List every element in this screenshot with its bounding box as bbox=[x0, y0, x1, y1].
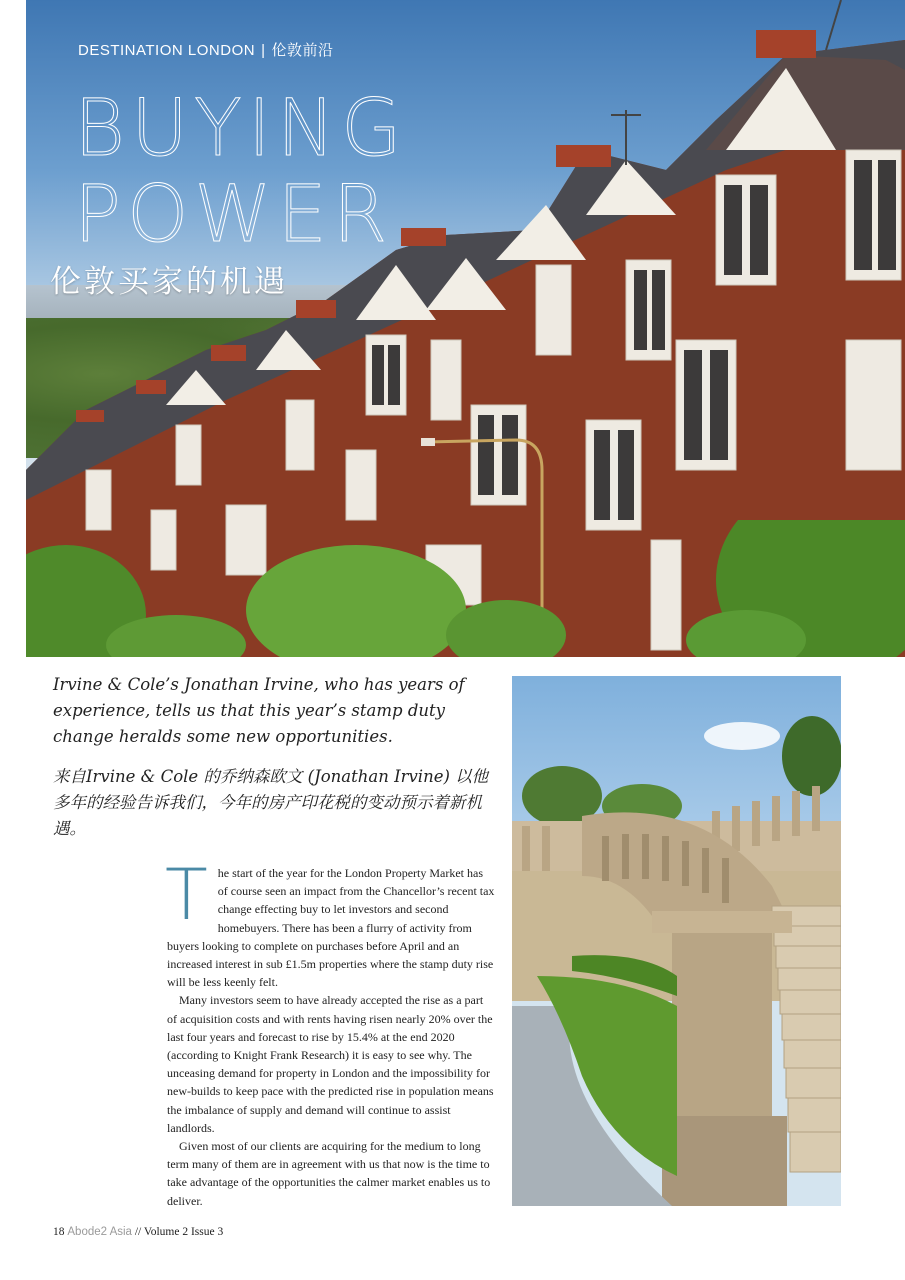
section-separator: | bbox=[261, 42, 266, 59]
drop-cap: T bbox=[165, 854, 208, 936]
headline-subtitle-cn: 伦敦买家的机遇 bbox=[50, 264, 288, 300]
issue-info: // Volume 2 Issue 3 bbox=[134, 1226, 224, 1238]
headline bbox=[74, 86, 408, 258]
staircase-illustration bbox=[512, 676, 841, 1206]
standfirst-cn: 来自Irvine & Cole 的乔纳森欧文 (Jonathan Irvine) 以他多年的经验告诉我们，今年的房产印花税的变动预示着新机遇。 bbox=[53, 767, 489, 838]
article-paragraph-2: Many investors seem to have already accepted the rise as a part of acquisition costs and with rents having risen nearly 20% over the last four years and forecast to rise by 15.4% at the end 2020 (according to Knight Frank Research) it is easy to see why. The unceasing demand for property in London and the impossibility for new-builds to keep pace with the predicted rise in population means the imbalance of supply and demand will continue to assist landlords. bbox=[167, 993, 494, 1135]
hero-photo bbox=[26, 0, 905, 657]
foreground-trees bbox=[26, 520, 905, 657]
article-paragraph-1-text: he start of the year for the London Property Market has of course seen an impact from the Chancellor’s recent tax change effecting buy to let investors and second homebuyers. There has been a flurry of activity from buyers looking to complete on purchases before April and an increased interest in sub £1.5m properties where the stamp duty rise will be less keenly felt. bbox=[167, 866, 495, 990]
headline-line-2: POWER bbox=[74, 170, 394, 260]
article-paragraph-1 bbox=[165, 854, 495, 991]
headline-line-1: BUYING bbox=[74, 84, 408, 174]
section-label bbox=[78, 39, 334, 60]
page-footer bbox=[53, 1226, 223, 1238]
section-label-en: DESTINATION LONDON bbox=[78, 42, 256, 59]
article-body bbox=[165, 854, 495, 1210]
page-number: 18 bbox=[53, 1226, 65, 1238]
section-label-cn: 伦敦前沿 bbox=[271, 42, 334, 59]
staircase-photo bbox=[512, 676, 841, 1206]
article-paragraph-3: Given most of our clients are acquiring for the medium to long term many of them are in agreement with us that now is the time to take advantage of the opportunities the calmer market enables us to deliver. bbox=[167, 1139, 491, 1208]
standfirst-en: Irvine & Cole’s Jonathan Irvine, who has years of experience, tells us that this year’s stamp duty change heralds some new opportunities. bbox=[53, 675, 465, 746]
magazine-brand: Abode2 Asia bbox=[67, 1226, 132, 1238]
